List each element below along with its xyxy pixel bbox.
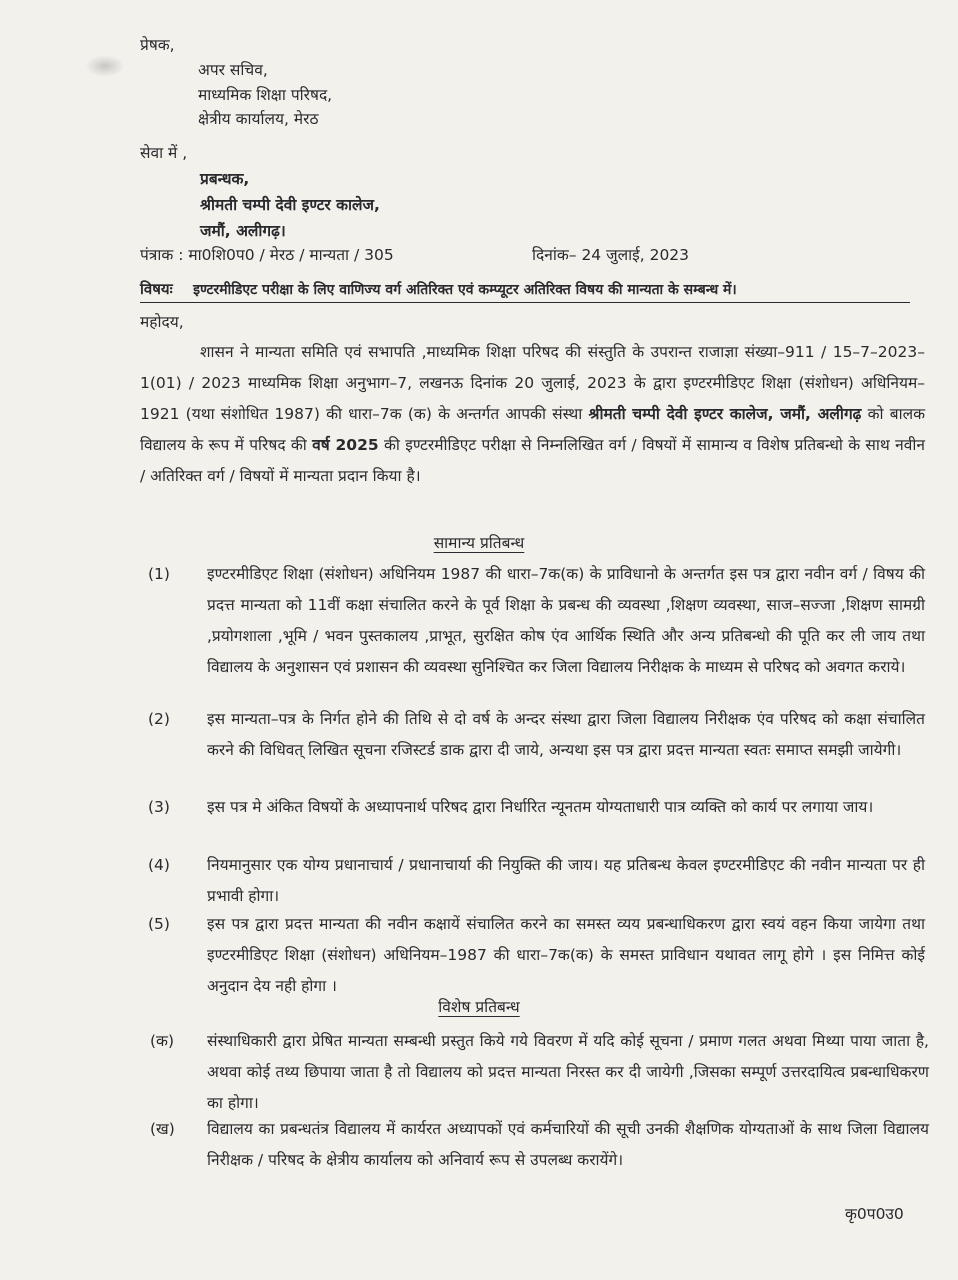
subject-line bbox=[140, 279, 910, 303]
subject-text: इण्टरमीडिएट परीक्षा के लिए वाणिज्य वर्ग अतिरिक्त एवं कम्प्यूटर अतिरिक्त विषय की मान्यता के सम्बन्ध में। bbox=[193, 282, 737, 298]
general-condition-text: इस पत्र द्वारा प्रदत्त मान्यता की नवीन कक्षायें संचालित करने का समस्त व्यय प्रबन्धाधिकरण द्वारा स्वयं वहन किया जायेगा तथा इण्टरमीडिएट शिक्षा (संशोधन) अधिनियम–1987 की धारा–7क(क) के समस्त प्राविधान यथावत लागू होगे । इस निमित्त कोई अनुदान देय नही होगा । bbox=[207, 915, 925, 995]
item-number: (2) bbox=[148, 710, 170, 728]
pto-mark: कृ0प0उ0 bbox=[845, 1205, 904, 1223]
item-number: (क) bbox=[150, 1032, 174, 1050]
general-condition-text: नियमानुसार एक योग्य प्रधानाचार्य / प्रधानाचार्या की नियुक्ति की जाय। यह प्रतिबन्ध केवल इण्टरमीडिएट की नवीन मान्यता पर ही प्रभावी होगा। bbox=[207, 856, 925, 905]
recipient-label: सेवा में , bbox=[140, 144, 188, 162]
general-condition-text: इस मान्यता–पत्र के निर्गत होने की तिथि से दो वर्ष के अन्दर संस्था द्वारा जिला विद्यालय निरीक्षक एंव परिषद को कक्षा संचालित करने की विधिवत् लिखित सूचना रजिस्टर्ड डाक द्वारा दी जाये, अन्यथा इस पत्र द्वारा प्रदत्त मान्यता स्वतः समाप्त समझी जायेगी। bbox=[207, 710, 925, 759]
exam-year: वर्ष 2025 bbox=[312, 436, 379, 454]
sender-line: अपर सचिव, bbox=[198, 61, 268, 79]
special-conditions-heading: विशेष प्रतिबन्ध bbox=[438, 998, 520, 1016]
item-number: (4) bbox=[148, 856, 170, 874]
general-conditions-heading: सामान्य प्रतिबन्ध bbox=[433, 534, 525, 552]
ink-smudge bbox=[85, 55, 125, 77]
sender-line: क्षेत्रीय कार्यालय, मेरठ bbox=[198, 110, 319, 128]
special-condition-text: विद्यालय का प्रबन्धतंत्र विद्यालय में कार्यरत अध्यापकों एवं कर्मचारियों की सूची उनकी शैक्षणिक योग्यताओं के साथ जिला विद्यालय निरीक्षक / परिषद के क्षेत्रीय कार्यालय को अनिवार्य रूप से उपलब्ध करायेंगे। bbox=[207, 1120, 929, 1169]
sender-line: माध्यमिक शिक्षा परिषद, bbox=[198, 86, 333, 104]
body-text: की इण्टरमीडिएट परीक्षा से निम्नलिखित वर्ग / विषयों में सामान्य व विशेष प्रतिबन्धो के साथ नवीन / अतिरिक्त वर्ग / विषयों में मान्यता प्रदान किया है। bbox=[140, 436, 925, 485]
subject-label: विषयः bbox=[140, 280, 173, 298]
item-number: (3) bbox=[148, 798, 170, 816]
body-text: शासन ने मान्यता समिति एवं सभापति ,माध्यमिक शिक्षा परिषद की संस्तुति के उपरान्त राजाज्ञा संख्या–911 / 15–7–2023–1(01) / 2023 माध्यमिक शिक्षा अनुभाग–7, लखनऊ दिनांक 20 जुलाई, 2023 के द्वारा इण्टरमीडिएट शिक्षा (संशोधन) अधिनियम–1921 (यथा संशोधित 1987) की धारा–7क (क) के अन्तर्गत आपकी संस्था bbox=[140, 343, 925, 423]
item-number: (1) bbox=[148, 565, 170, 583]
letter-number: पंत्राक : मा0शि0प0 / मेरठ / मान्यता / 305 bbox=[140, 246, 394, 264]
letter-date: दिनांक– 24 जुलाई, 2023 bbox=[532, 246, 690, 264]
general-condition-text: इस पत्र मे अंकित विषयों के अध्यापनार्थ परिषद द्वारा निर्धारित न्यूनतम योग्यताधारी पात्र व्यक्ति को कार्य पर लगाया जाय। bbox=[207, 798, 874, 816]
institution-name: श्रीमती चम्पी देवी इण्टर कालेज, जमौं, अलीगढ़ bbox=[588, 405, 862, 423]
item-number: (ख) bbox=[150, 1120, 175, 1138]
recipient-line: जमौं, अलीगढ़। bbox=[200, 222, 286, 240]
salutation: महोदय, bbox=[140, 313, 184, 331]
general-condition-text: इण्टरमीडिएट शिक्षा (संशोधन) अधिनियम 1987 की धारा–7क(क) के प्राविधानो के अन्तर्गत इस पत्र द्वारा नवीन वर्ग / विषय की प्रदत्त मान्यता को 11वीं कक्षा संचालित करने के पूर्व शिक्षा के प्रबन्ध की व्यवस्था ,शिक्षण व्यवस्था, साज–सज्जा ,शिक्षण सामग्री ,प्रयोगशाला ,भूमि / भवन पुस्तकालय ,प्राभूत, सुरक्षित कोष एंव आर्थिक स्थिति और अन्य प्रतिबन्धो की पूति कर ली जाय तथा विद्यालय के अनुशासन एवं प्रशासन की व्यवस्था सुनिश्चित कर जिला विद्यालय निरीक्षक के माध्यम से परिषद को अवगत कराये। bbox=[207, 565, 925, 676]
recipient-line: प्रबन्धक, bbox=[200, 170, 250, 188]
body-text: को बालक विद्यालय के रूप में परिषद की bbox=[140, 405, 926, 454]
recipient-line: श्रीमती चम्पी देवी इण्टर कालेज, bbox=[200, 196, 380, 214]
item-number: (5) bbox=[148, 915, 170, 933]
body-paragraph bbox=[140, 337, 925, 492]
sender-label: प्रेषक, bbox=[140, 36, 175, 54]
special-condition-text: संस्थाधिकारी द्वारा प्रेषित मान्यता सम्बन्धी प्रस्तुत किये गये विवरण में यदि कोई सूचना / प्रमाण गलत अथवा मिथ्या पाया जाता है, अथवा कोई तथ्य छिपाया जाता है तो विद्यालय को प्रदत्त मान्यता निरस्त कर दी जायेगी ,जिसका सम्पूर्ण उत्तरदायित्व प्रबन्धाधिकरण का होगा। bbox=[207, 1032, 929, 1112]
